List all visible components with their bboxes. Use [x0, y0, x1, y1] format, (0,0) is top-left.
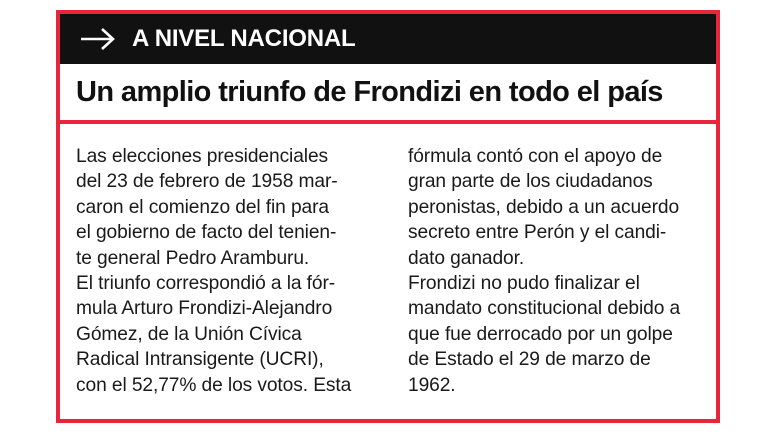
section-kicker: A NIVEL NACIONAL [132, 25, 356, 52]
article-column-right [408, 144, 706, 398]
news-box [56, 10, 720, 423]
paragraph: fórmula contó con el apoyo de gran parte de los ciudadanos peronistas, debido a un acuerdo secreto entre Perón y el candi- dato ganador. [408, 146, 680, 269]
article-body [76, 144, 706, 398]
right-arrow-icon [80, 27, 116, 51]
headline: Un amplio triunfo de Frondizi en todo el país [76, 75, 663, 108]
article-column-left [76, 144, 374, 398]
paragraph: El triunfo correspondió a la fór- mula Arturo Frondizi-Alejandro Gómez, de la Unión Cívica Radical Intransigente (UCRI), con el 52,77% de los votos. Esta [76, 273, 352, 396]
section-kicker-bar [60, 14, 716, 64]
paragraph: Frondizi no pudo finalizar el mandato constitucional debido a que fue derrocado por un golpe de Estado el 29 de marzo de 1962. [408, 273, 681, 396]
paragraph: Las elecciones presidenciales del 23 de febrero de 1958 mar- caron el comienzo del fin para el gobierno de facto del tenien- te general Pedro Aramburu. [76, 146, 338, 269]
headline-area [60, 64, 716, 124]
